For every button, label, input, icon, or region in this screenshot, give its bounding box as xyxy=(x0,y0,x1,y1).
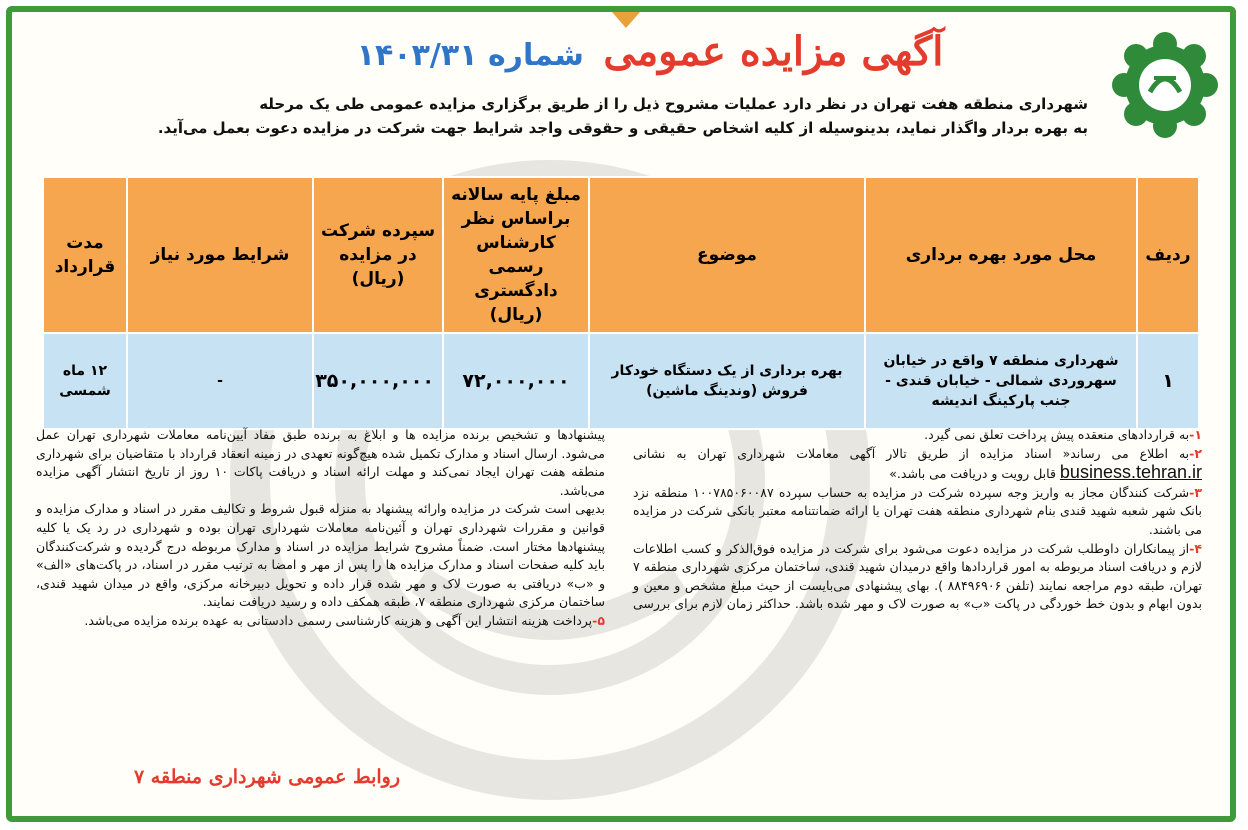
condition-2 xyxy=(633,445,1202,484)
condition-2-text-a: به اطلاع می رساند« اسناد مزایده از طریق تالار آگهی معاملات شهرداری تهران به نشانی xyxy=(633,445,1190,461)
condition-1-number: ۱- xyxy=(1189,427,1202,442)
header-requirements: شرایط مورد نیاز xyxy=(127,177,313,333)
cell-location: شهرداری منطقه ۷ واقع در خیابان سهروردی شمالی - خیابان قندی - جنب پارکینگ اندیشه xyxy=(865,333,1137,429)
cell-subject: بهره برداری از یک دستگاه خودکار فروش (وندینگ ماشین) xyxy=(589,333,865,429)
header-subject: موضوع xyxy=(589,177,865,333)
condition-1-text: به قراردادهای منعقده پیش پرداخت تعلق نمی گیرد. xyxy=(924,427,1190,442)
header-row-number: ردیف xyxy=(1137,177,1199,333)
intro-line-2: به بهره بردار واگذار نماید، بدینوسیله از کلیه اشخاص حقیقی و حقوقی واجد شرایط جهت شرکت در مزایده دعوت بعمل می‌آید. xyxy=(157,119,1088,137)
intro-line-1: شهرداری منطقه هفت تهران در نظر دارد عملیات مشروح ذیل را از طریق برگزاری مزایده عمومی طی یک مرحله xyxy=(259,95,1088,113)
header-duration: مدت قرارداد xyxy=(43,177,127,333)
condition-2-number: ۲- xyxy=(1189,445,1202,461)
table-row xyxy=(43,333,1199,429)
top-arrow-icon xyxy=(612,12,640,28)
header-deposit: سپرده شرکت در مزایده (ریال) xyxy=(313,177,443,333)
intro-text xyxy=(128,92,1088,140)
business-tehran-link[interactable]: business.tehran.ir xyxy=(1059,462,1202,483)
cell-duration: ۱۲ ماه شمسی xyxy=(43,333,127,429)
conditions-text xyxy=(36,426,1202,766)
auction-table xyxy=(42,176,1200,430)
condition-5 xyxy=(36,612,605,631)
condition-5-number: ۵- xyxy=(592,612,605,628)
auction-table-wrap xyxy=(42,176,1198,430)
cell-deposit: ۳۵۰,۰۰۰,۰۰۰ xyxy=(313,333,443,429)
condition-4-text: از پیمانکاران داوطلب شرکت در مزایده دعوت می‌شود برای شرکت در مزایده فوق‌الذکر و کسب اطلاعات لازم و دریافت اسناد مربوطه به امور قراردادها واقع درمیدان شهید قندی، ساختمان مرکزی شهرداری منطقه ۷ تهران، طبقه دوم مراجعه نمایند (تلفن ۸۸۴۹۶۹۰۶ ). بهای پیشنهادی می‌بایست از حیث مبلغ مشخص و معین و بدون ابهام و بدون خط خوردگی در پاکت «ب» به صورت لاک و مهر شده باشد. حداکثر زمان لازم برای بررسی پیشنهادها و تشخیص برنده مزایده ها و ابلاغ به برنده طبق مفاد آیین‌نامه معاملات شهرداری تهران عمل می‌شود. ارسال اسناد و مدارک تکمیل شده هیچ‌گونه تعهدی در زمینه انعقاد قرارداد با متقاضیان برای شهرداری منطقه هفت تهران ایجاد نمی‌کند و مهلت ارائه اسناد و دریافت پاکات ۱۰ روز از تاریخ انتشار آگهی مزایده می‌باشد. xyxy=(36,427,1203,612)
cell-base-amount: ۷۲,۰۰۰,۰۰۰ xyxy=(443,333,589,429)
condition-1 xyxy=(633,426,1202,445)
header-location: محل مورد بهره برداری xyxy=(865,177,1137,333)
condition-5-text: پرداخت هزینه انتشار این آگهی و هزینه کارشناسی رسمی دادستانی به عهده برنده مزایده می‌باشد. xyxy=(84,612,593,628)
title-number: شماره ۱۴۰۳/۳۱ xyxy=(356,38,584,73)
condition-3-number: ۳- xyxy=(1189,484,1202,500)
condition-4-number: ۴- xyxy=(1189,540,1202,556)
table-header-row xyxy=(43,177,1199,333)
page-title xyxy=(300,28,1000,84)
footer-public-relations: روابط عمومی شهرداری منطقه ۷ xyxy=(133,766,400,788)
tehran-municipality-logo-icon xyxy=(1110,30,1220,140)
condition-3 xyxy=(633,484,1202,540)
condition-4b: بدیهی است شرکت در مزایده وارائه پیشنهاد به منزله قبول شروط و تکالیف مقرر در اسناد و مدارک مزایده و قوانین و مقررات شهرداری تهران و آئین‌نامه معاملات شهرداری تهران بوده و شهرداری در رد یک یا کلیه پیشنهادها مختار است. ضمناً مشروح شرایط مزایده در اسناد و مدارک مربوطه درج گردیده و شرکت‌کنندگان باید کلیه صفحات اسناد و مدارک مزایده ها را پس از مهر و امضا به ترتیب مقرر در اسناد، در پاکت‌های «الف» و «ب» دریافتی به صورت لاک و مهر شده قرار داده و تحویل دبیرخانه مرکزی، واقع در میدان شهید قندی، ساختمان مرکزی شهرداری منطقه ۷، طبقه همکف داده و رسید دریافت نمایند. xyxy=(36,501,605,610)
condition-3-text: شرکت کنندگان مجاز به واریز وجه سپرده شرکت در مزایده به حساب سپرده ۱۰۰۷۸۵۰۶۰۰۸۷ منطقه نزد بانک شهر شعبه شهید قندی بنام شهرداری منطقه هفت تهران یا ارائه ضمانتنامه معتبر بانکی شرکت در مزایده می باشند. xyxy=(633,484,1202,537)
cell-requirements: - xyxy=(127,333,313,429)
condition-2-text-b: قابل رویت و دریافت می باشد.» xyxy=(889,466,1056,482)
header-base-amount: مبلغ پایه سالانه براساس نظر کارشناس رسمی دادگستری (ریال) xyxy=(443,177,589,333)
title-main: آگهی مزایده عمومی xyxy=(603,28,944,75)
cell-row-number: ۱ xyxy=(1137,333,1199,429)
